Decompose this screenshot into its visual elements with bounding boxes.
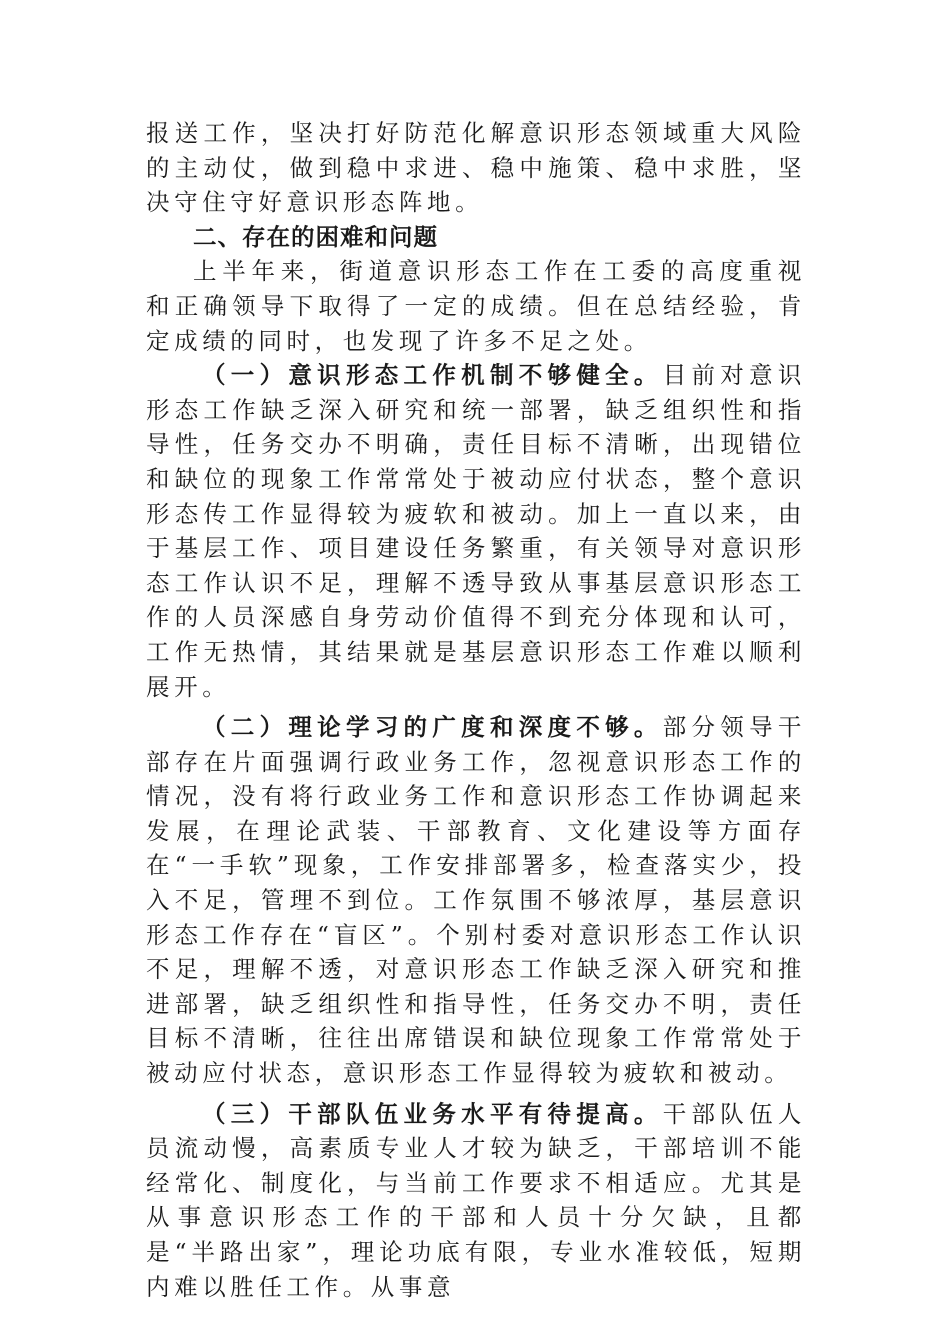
item-3-lead: （三）干部队伍业务水平有待提高。 bbox=[202, 1099, 663, 1128]
item-3-paragraph bbox=[146, 1097, 806, 1305]
item-2-paragraph bbox=[146, 710, 806, 1091]
intro-paragraph: 上半年来，街道意识形态工作在工委的高度重视和正确领导下取得了一定的成绩。但在总结经验，肯定成绩的同时，也发现了许多不足之处。 bbox=[146, 257, 806, 355]
item-2-lead: （二）理论学习的广度和深度不够。 bbox=[202, 713, 663, 742]
item-1-body: 目前对意识形态工作缺乏深入研究和统一部署，缺乏组织性和指导性，任务交办不明确，责任目标不清晰，出现错位和缺位的现象工作常常处于被动应付状态，整个意识形态传工作显得较为疲软和被动。加上一直以来，由于基层工作、项目建设任务繁重，有关领导对意识形态工作认识不足，理解不透导致从事基层意识形态工作的人员深感自身劳动价值得不到充分体现和认可，工作无热情，其结果就是基层意识形态工作难以顺利展开。 bbox=[146, 361, 806, 701]
section-heading: 二、存在的困难和问题 bbox=[193, 222, 438, 251]
item-1-paragraph bbox=[146, 358, 806, 704]
item-1-lead: （一）意识形态工作机制不够健全。 bbox=[202, 361, 663, 390]
continuation-paragraph: 报送工作，坚决打好防范化解意识形态领域重大风险的主动仗，做到稳中求进、稳中施策、稳中求胜，坚决守住守好意识形态阵地。 bbox=[146, 119, 806, 217]
item-2-body: 部分领导干部存在片面强调行政业务工作，忽视意识形态工作的情况，没有将行政业务工作和意识形态工作协调起来发展，在理论武装、干部教育、文化建设等方面存在“一手软”现象，工作安排部署多，检查落实少，投入不足，管理不到位。工作氛围不够浓厚，基层意识形态工作存在“盲区”。个别村委对意识形态工作认识不足，理解不透，对意识形态工作缺乏深入研究和推进部署，缺乏组织性和指导性，任务交办不明，责任目标不清晰，往往出席错误和缺位现象工作常常处于被动应付状态，意识形态工作显得较为疲软和被动。 bbox=[146, 713, 806, 1088]
document-page bbox=[146, 116, 806, 1304]
item-3-body: 干部队伍人员流动慢，高素质专业人才较为缺乏，干部培训不能经常化、制度化，与当前工作要求不相适应。尤其是从事意识形态工作的干部和人员十分欠缺，且都是“半路出家”，理论功底有限，专业水准较低，短期内难以胜任工作。从事意 bbox=[146, 1099, 806, 1301]
